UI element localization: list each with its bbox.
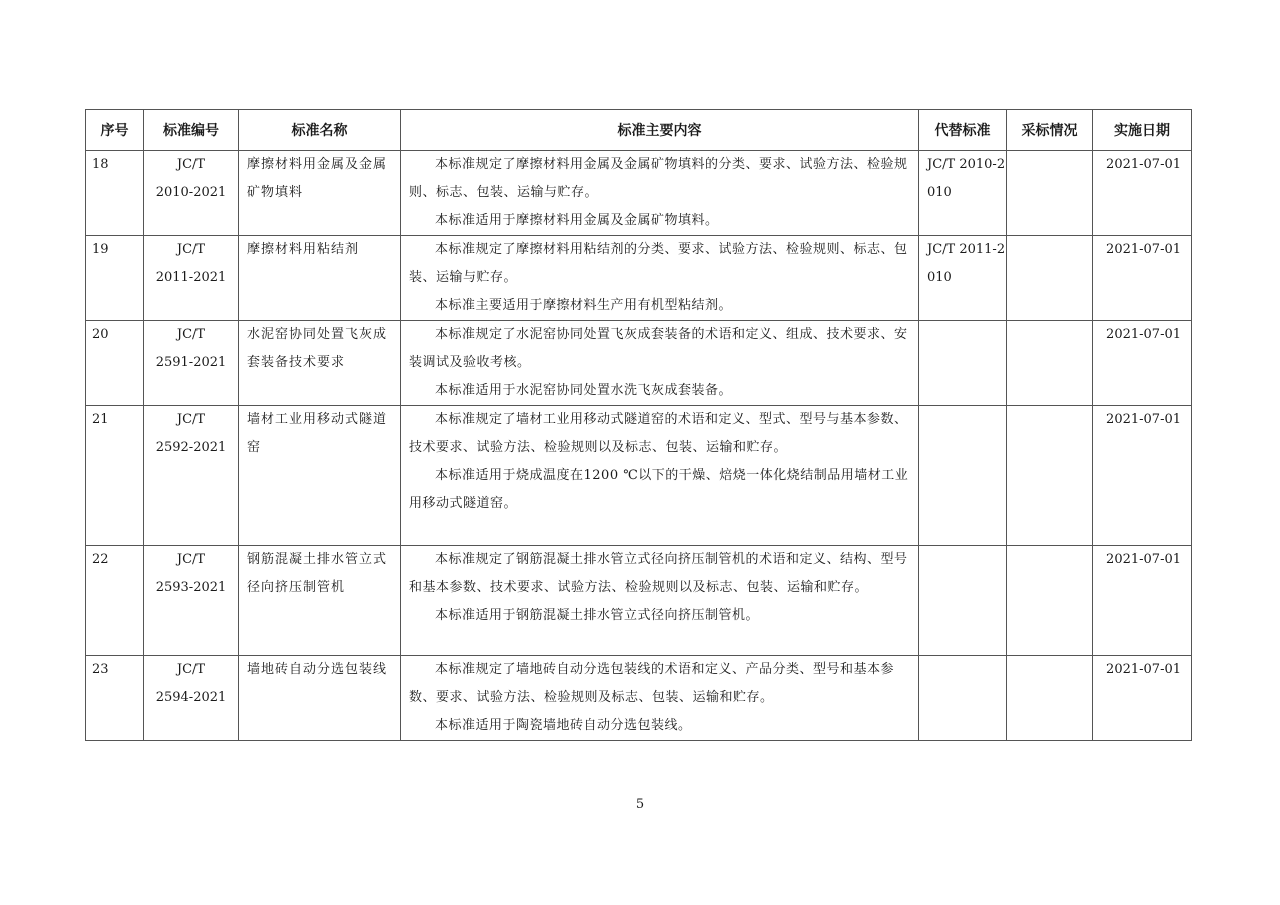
page-number: 5: [635, 797, 645, 812]
row-num: 18: [86, 151, 144, 236]
table-row: [86, 151, 1192, 236]
code-prefix: JC/T: [176, 242, 206, 257]
row-replaces: [919, 406, 1007, 546]
row-code: [144, 406, 239, 546]
row-name: 钢筋混凝土排水管立式径向挤压制管机: [239, 546, 401, 656]
row-num: 19: [86, 236, 144, 321]
code-suffix: 2593-2021: [155, 580, 227, 595]
row-replaces: JC/T 2011-2010: [919, 236, 1007, 321]
row-replaces: JC/T 2010-2010: [919, 151, 1007, 236]
content-paragraph: 本标准规定了摩擦材料用金属及金属矿物填料的分类、要求、试验方法、检验规则、标志、包装、运输与贮存。: [409, 157, 908, 200]
header-date: 实施日期: [1093, 110, 1192, 151]
content-paragraph: 本标准适用于水泥窑协同处置水洗飞灰成套装备。: [435, 383, 733, 398]
row-adoption: [1007, 656, 1093, 741]
row-date: 2021-07-01: [1093, 406, 1192, 546]
row-date: 2021-07-01: [1093, 151, 1192, 236]
row-replaces: [919, 321, 1007, 406]
code-prefix: JC/T: [176, 552, 206, 567]
row-date: 2021-07-01: [1093, 321, 1192, 406]
table-header-row: [86, 110, 1192, 151]
table-row: [86, 236, 1192, 321]
row-num: 21: [86, 406, 144, 546]
content-paragraph: 本标准适用于陶瓷墙地砖自动分选包装线。: [435, 718, 692, 733]
row-num: 20: [86, 321, 144, 406]
header-replaces: 代替标准: [919, 110, 1007, 151]
row-name: 墙地砖自动分选包装线: [239, 656, 401, 741]
row-content: [401, 546, 919, 656]
header-num: 序号: [86, 110, 144, 151]
code-prefix: JC/T: [176, 412, 206, 427]
row-replaces: [919, 656, 1007, 741]
content-paragraph: 本标准规定了摩擦材料用粘结剂的分类、要求、试验方法、检验规则、标志、包装、运输与贮存。: [409, 242, 908, 285]
content-paragraph: 本标准规定了墙材工业用移动式隧道窑的术语和定义、型式、型号与基本参数、技术要求、试验方法、检验规则以及标志、包装、运输和贮存。: [409, 412, 908, 455]
table-row: [86, 406, 1192, 546]
content-paragraph: 本标准适用于钢筋混凝土排水管立式径向挤压制管机。: [435, 608, 760, 623]
row-name: 水泥窑协同处置飞灰成套装备技术要求: [239, 321, 401, 406]
header-content: 标准主要内容: [401, 110, 919, 151]
row-adoption: [1007, 546, 1093, 656]
code-suffix: 2592-2021: [155, 440, 227, 455]
row-name: 摩擦材料用金属及金属矿物填料: [239, 151, 401, 236]
code-suffix: 2010-2021: [155, 185, 227, 200]
content-paragraph: 本标准主要适用于摩擦材料生产用有机型粘结剂。: [435, 298, 733, 313]
table-row: [86, 321, 1192, 406]
row-code: [144, 236, 239, 321]
row-name: 摩擦材料用粘结剂: [239, 236, 401, 321]
row-adoption: [1007, 406, 1093, 546]
row-content: [401, 236, 919, 321]
content-paragraph: 本标准适用于烧成温度在1200 ℃以下的干燥、焙烧一体化烧结制品用墙材工业用移动式隧道窑。: [409, 468, 909, 511]
row-replaces: [919, 546, 1007, 656]
code-prefix: JC/T: [176, 327, 206, 342]
code-suffix: 2591-2021: [155, 355, 227, 370]
row-name: 墙材工业用移动式隧道窑: [239, 406, 401, 546]
row-date: 2021-07-01: [1093, 236, 1192, 321]
code-prefix: JC/T: [176, 662, 206, 677]
row-code: [144, 151, 239, 236]
code-suffix: 2594-2021: [155, 690, 227, 705]
content-paragraph: 本标准规定了墙地砖自动分选包装线的术语和定义、产品分类、型号和基本参数、要求、试验方法、检验规则及标志、包装、运输和贮存。: [409, 662, 895, 705]
content-paragraph: 本标准规定了钢筋混凝土排水管立式径向挤压制管机的术语和定义、结构、型号和基本参数、技术要求、试验方法、检验规则以及标志、包装、运输和贮存。: [409, 552, 908, 595]
code-prefix: JC/T: [176, 157, 206, 172]
row-date: 2021-07-01: [1093, 656, 1192, 741]
content-paragraph: 本标准适用于摩擦材料用金属及金属矿物填料。: [435, 213, 719, 228]
row-content: [401, 151, 919, 236]
row-adoption: [1007, 321, 1093, 406]
row-code: [144, 321, 239, 406]
row-content: [401, 656, 919, 741]
standards-table: [85, 109, 1192, 741]
row-date: 2021-07-01: [1093, 546, 1192, 656]
table-row: [86, 546, 1192, 656]
row-num: 22: [86, 546, 144, 656]
row-adoption: [1007, 151, 1093, 236]
table-row: [86, 656, 1192, 741]
header-name: 标准名称: [239, 110, 401, 151]
row-code: [144, 546, 239, 656]
content-paragraph: 本标准规定了水泥窑协同处置飞灰成套装备的术语和定义、组成、技术要求、安装调试及验收考核。: [409, 327, 908, 370]
code-suffix: 2011-2021: [155, 270, 227, 285]
header-adoption: 采标情况: [1007, 110, 1093, 151]
row-adoption: [1007, 236, 1093, 321]
row-code: [144, 656, 239, 741]
row-content: [401, 406, 919, 546]
row-num: 23: [86, 656, 144, 741]
row-content: [401, 321, 919, 406]
header-code: 标准编号: [144, 110, 239, 151]
